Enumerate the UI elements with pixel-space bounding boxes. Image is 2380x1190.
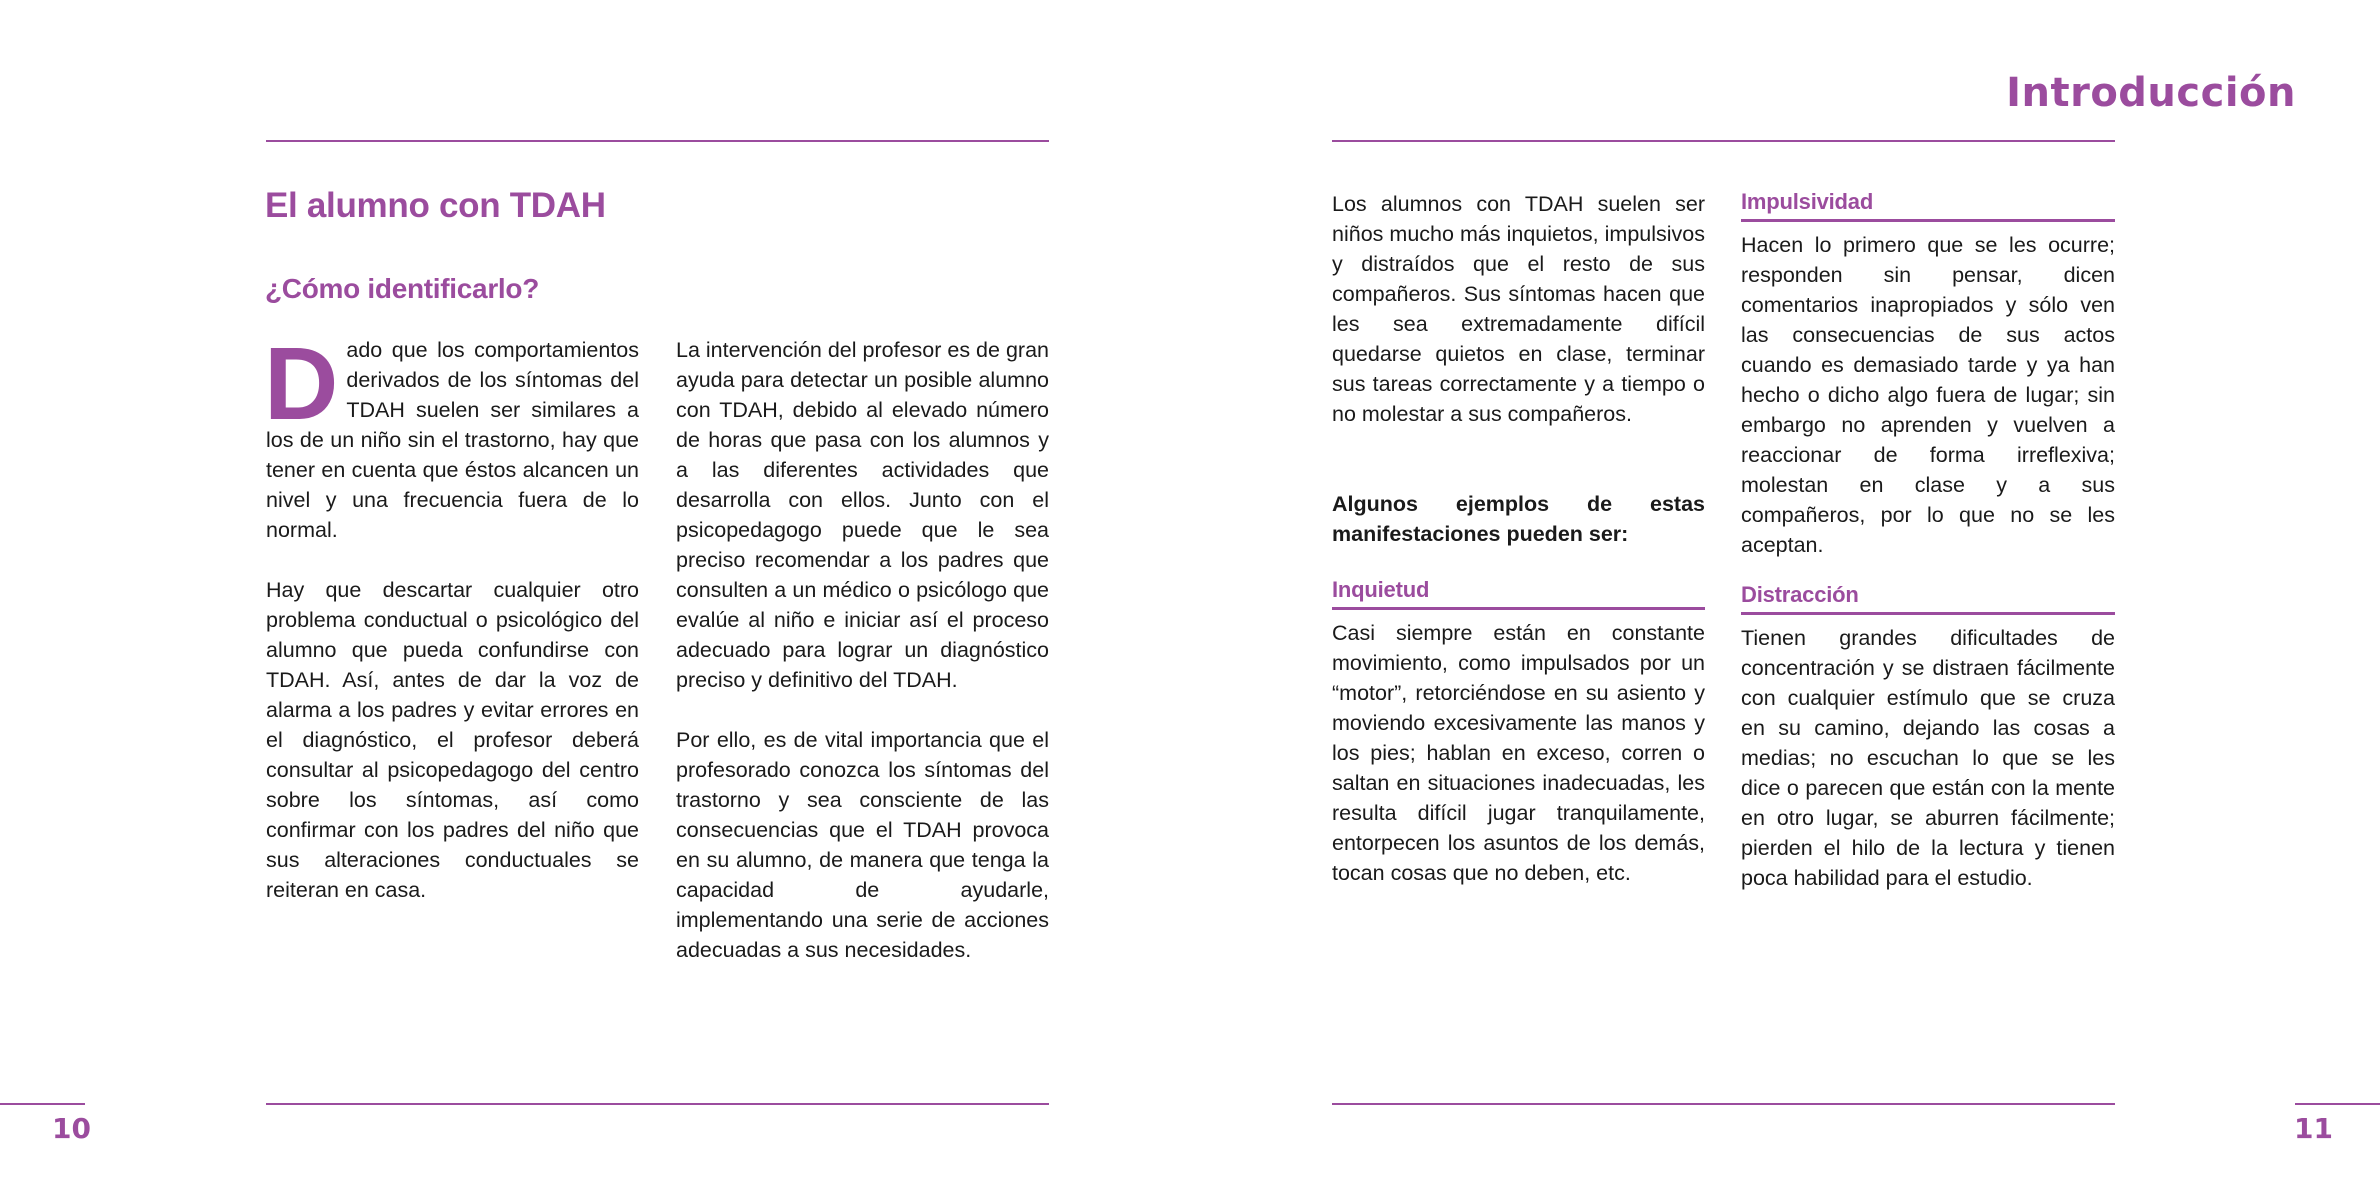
right-col1-paragraph-1: Los alumnos con TDAH suelen ser niños mucho más inquietos, impulsivos y distraídos que el resto de sus compañeros. Sus síntomas hacen que les sea extremadamente difícil quedarse quietos en clase, terminar sus tareas correctamente y a tiempo o no molestar a sus compañeros.: [1332, 192, 1705, 426]
right-bottom-edge-rule: [2295, 1103, 2380, 1105]
right-column-2: [1741, 189, 2115, 893]
inquietud-heading: Inquietud: [1332, 577, 1705, 610]
right-top-rule: [1332, 140, 2115, 142]
right-column-1: [1332, 189, 1705, 888]
page-number-right: 11: [2294, 1112, 2333, 1145]
page-subtitle: ¿Cómo identificarlo?: [265, 273, 540, 304]
drop-cap: D: [264, 326, 339, 441]
left-bottom-edge-rule: [0, 1103, 85, 1105]
inquietud-text: Casi siempre están en constante movimiento, como impulsados por un “motor”, retorciéndose en su asiento y moviendo excesivamente las manos y los pies; hablan en exceso, corren o saltan en situaciones inadecuadas, les resulta difícil jugar tranquilamente, entorpecen los asuntos de los demás, tocan cosas que no deben, etc.: [1332, 621, 1705, 885]
distraccion-heading: Distracción: [1741, 582, 2115, 615]
left-top-rule: [266, 140, 1049, 142]
section-title: Introducción: [2006, 70, 2296, 116]
left-col2-paragraph-1: La intervención del profesor es de gran ayuda para detectar un posible alumno con TDAH, debido al elevado número de horas que pasa con los alumnos y a las diferentes actividades que desarrolla con ellos. Junto con el psicopedagogo puede que le sea preciso recomendar a los padres que consulten a un médico o psicólogo que evalúe al niño e iniciar así el proceso adecuado para lograr un diagnóstico preciso y definitivo del TDAH.: [676, 338, 1049, 692]
examples-intro: Algunos ejemplos de estas manifestaciones pueden ser:: [1332, 492, 1705, 546]
left-col2-paragraph-2: Por ello, es de vital importancia que el profesorado conozca los síntomas del trastorno y sea consciente de las consecuencias que el TDAH provoca en su alumno, de manera que tenga la capacidad de ayudarle, implementando una serie de acciones adecuadas a sus necesidades.: [676, 728, 1049, 962]
left-column-2: [676, 335, 1049, 995]
page-number-left: 10: [52, 1112, 91, 1145]
left-col1-paragraph-2: Hay que descartar cualquier otro problema conductual o psicológico del alumno que pueda confundirse con TDAH. Así, antes de dar la voz de alarma a los padres y evitar errores en el diagnóstico, el profesor deberá consultar al psicopedagogo del centro sobre los síntomas, así como confirmar con los padres del niño que sus alteraciones conductuales se reiteran en casa.: [266, 578, 639, 902]
left-bottom-rule: [266, 1103, 1049, 1105]
distraccion-text: Tienen grandes dificultades de concentración y se distraen fácilmente con cualquier estímulo que se cruza en su camino, dejando las cosas a medias; no escuchan lo que se les dice o parecen que están con la mente en otro lugar, se aburren fácilmente; pierden el hilo de la lectura y tienen poca habilidad para el estudio.: [1741, 626, 2115, 890]
left-col1-paragraph-1: Dado que los comportamientos derivados de los síntomas del TDAH suelen ser similares a los de un niño sin el trastorno, hay que tener en cuenta que éstos alcancen un nivel y una frecuencia fuera de lo normal.: [264, 326, 639, 542]
right-bottom-rule: [1332, 1103, 2115, 1105]
impulsividad-text: Hacen lo primero que se les ocurre; responden sin pensar, dicen comentarios inapropiados y sólo ven las consecuencias de sus actos cuando es demasiado tarde y ya han hecho o dicho algo fuera de lugar; sin embargo no aprenden y vuelven a reaccionar de forma irreflexiva; molestan en clase y a sus compañeros, por lo que no se les aceptan.: [1741, 233, 2115, 557]
left-column-1: [264, 326, 639, 935]
impulsividad-heading: Impulsividad: [1741, 189, 2115, 222]
page-title: El alumno con TDAH: [265, 186, 606, 225]
